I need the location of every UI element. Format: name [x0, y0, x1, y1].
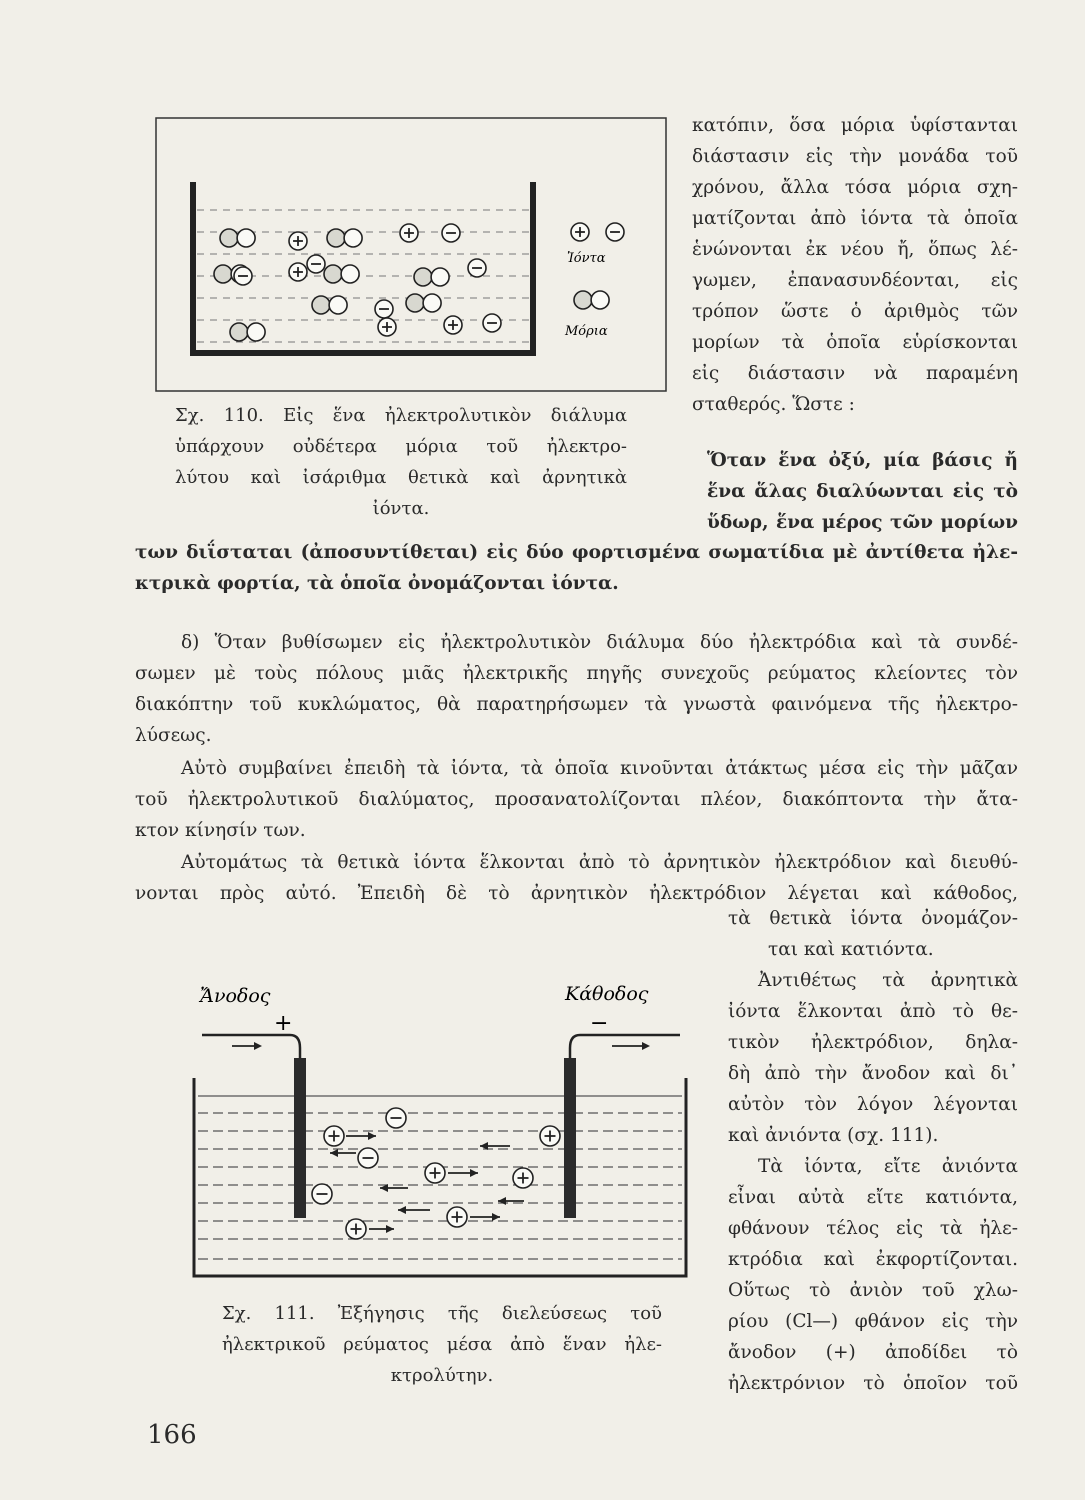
anion-3 — [442, 224, 460, 242]
anion-8 — [375, 300, 393, 318]
paragraph-auto: Αὐτὸ συμβαίνει ἐπειδὴ τὰ ἰόντα, τὰ ὁποῖα κινοῦνται ἀτάκτως μέσα εἰς τὴν μᾶζαν τοῦ ἠλεκτρολυτικοῦ διαλύματος, προσανατολίζονται πλέον, διακόπτοντα τὴν ἄτα- κτον κίνησίν των. — [135, 758, 1018, 841]
anion-2 — [358, 1148, 378, 1168]
molecule-5 — [414, 268, 449, 286]
molecule-7 — [312, 296, 347, 314]
cathode-wire — [570, 1035, 680, 1060]
cation-1 — [324, 1126, 344, 1146]
label-molecules: Μόρια — [565, 324, 608, 339]
arrow-cation-3 — [448, 1169, 478, 1177]
definition-bold-full: των διΐσταται (ἀποσυντίθεται) εἰς δύο φορτισμένα σωματίδια μὲ ἀντίθετα ἠλε- κτρικὰ φορτία, τὰ ὁποῖα ὀνομάζονται ἰόντα. — [135, 542, 1018, 594]
cation-2 — [540, 1126, 560, 1146]
particles-group — [214, 223, 624, 341]
arrow-anion-6 — [498, 1197, 524, 1205]
definition-bold-right: Ὅταν ἕνα ὀξύ, μία βάσις ἤ ἕνα ἅλας διαλύωνται εἰς τὸ ὕδωρ, ἕνα μέρος τῶν μορίων — [707, 450, 1018, 533]
anion-3 — [312, 1184, 332, 1204]
arrow-anion-2 — [330, 1149, 356, 1157]
molecule-6 — [230, 323, 265, 341]
molecule-4 — [324, 265, 359, 283]
anion-11 — [483, 314, 501, 332]
cation-2 — [400, 224, 418, 242]
ions-group — [312, 1108, 560, 1239]
cation-5 — [447, 1207, 467, 1227]
current-arrows — [232, 1042, 650, 1050]
right-column-top-text: κατόπιν, ὅσα μόρια ὑφίστανται διάστασιν εἰς τὴν μονάδα τοῦ χρόνου, ἄλλα τόσα μόρια σχη- ματίζονται ἀπὸ ἰόντα τὰ ὁποῖα ἑνώνονται ἐκ νέου ἤ, ὅπως λέ- γωμεν, ἐπανασυνδέονται, εἰς τρόπον ὥστε ὁ ἀριθμὸς τῶν μορίων τὰ ὁποῖα εὑρίσκονται εἰς διάστασιν νὰ παραμένη σταθερός. Ὥστε : — [692, 115, 1018, 415]
legend-cation — [571, 223, 589, 241]
molecule-8 — [406, 294, 441, 312]
cation-6 — [346, 1219, 366, 1239]
arrow-cation-1 — [346, 1132, 376, 1140]
cation-4 — [513, 1168, 533, 1188]
anion-6 — [307, 255, 325, 273]
minus-sign: − — [590, 1011, 609, 1036]
cation-5 — [289, 263, 307, 281]
label-anode: Ἄνοδος — [200, 985, 271, 1007]
figure-110-caption: Σχ. 110. Εἰς ἕνα ἠλεκτρολυτικὸν διάλυμα ὑπάρχουν οὐδέτερα μόρια τοῦ ἠλεκτρο- λύτου καὶ ἰσάριθμα θετικὰ καὶ ἀρνητικὰ ἰόντα. — [175, 405, 627, 519]
cation-9 — [378, 318, 396, 336]
anion-1 — [386, 1108, 406, 1128]
figure-111-electrolysis-diagram — [180, 978, 700, 1286]
figure-111-caption: Σχ. 111. Ἐξήγησις τῆς διελεύσεως τοῦ ἠλεκτρικοῦ ρεύματος μέσα ἀπὸ ἕναν ἠλε- κτρολύτην. — [222, 1303, 662, 1386]
cathode-electrode — [564, 1058, 576, 1218]
cation-3 — [425, 1163, 445, 1183]
figure-110-electrolyte-diagram — [155, 117, 667, 392]
cation-10 — [444, 316, 462, 334]
paragraph-automatos: Αὐτομάτως τὰ θετικὰ ἰόντα ἕλκονται ἀπὸ τὸ ἀρνητικὸν ἠλεκτρόδιον καὶ διευθύ- νονται πρὸς αὐτό. Ἐπειδὴ δὲ τὸ ἀρνητικὸν ἠλεκτρόδιον λέγεται καὶ κάθοδος, — [135, 852, 1018, 904]
paragraph-d: δ) Ὅταν βυθίσωμεν εἰς ἠλεκτρολυτικὸν διάλυμα δύο ἠλεκτρόδια καὶ τὰ συνδέ- σωμεν μὲ τοὺς πόλους μιᾶς ἠλεκτρικῆς πηγῆς συνεχοῦς ρεύματος κλείοντες τὸν διακόπτην τοῦ κυκλώματος, θὰ παρατηρήσωμεν τὰ γνωστὰ φαινόμενα τῆς ἠλεκτρο- λύσεως. — [135, 632, 1018, 746]
arrow-anion-5 — [398, 1206, 430, 1214]
anion-7 — [468, 259, 486, 277]
legend-molecule — [574, 291, 609, 309]
page-number: 166 — [147, 1420, 197, 1450]
anode-wire — [202, 1035, 300, 1060]
right-column-bottom-text: τὰ θετικὰ ἰόντα ὀνομάζον- ται καὶ κατιόντα. Ἀντιθέτως τὰ ἀρνητικὰ ἰόντα ἕλκονται ἀπὸ τὸ θε- τικὸν ἠλεκτρόδιον, δηλα- δὴ ἀπὸ τὴν ἄνοδον καὶ δι᾿ αὐτὸν τὸν λόγον λέγονται καὶ ἀνιόντα (σχ. 111). Τὰ ἰόντα, εἴτε ἀνιόντα εἶναι αὐτὰ εἴτε κατιόντα, φθάνουν τέλος εἰς τὰ ἠλε- κτρόδια καὶ ἐκφορτίζονται. Οὕτως τὸ ἀνιὸν τοῦ χλω- ρίου (Cl—) φθάνον εἰς τὴν ἄνοδον (+) ἀποδίδει τὸ ἠλεκτρόνιον τὸ ὁποῖον τοῦ — [728, 908, 1018, 1394]
anion-4 — [234, 267, 252, 285]
cation-1 — [289, 232, 307, 250]
plus-sign: + — [274, 1011, 293, 1036]
legend-anion — [606, 223, 624, 241]
arrow-cation-6 — [369, 1225, 394, 1233]
arrow-cation-5 — [470, 1213, 500, 1221]
label-cathode: Κάθοδος — [565, 983, 649, 1005]
anode-electrode — [294, 1058, 306, 1218]
label-ions: Ἰόντα — [567, 251, 606, 266]
